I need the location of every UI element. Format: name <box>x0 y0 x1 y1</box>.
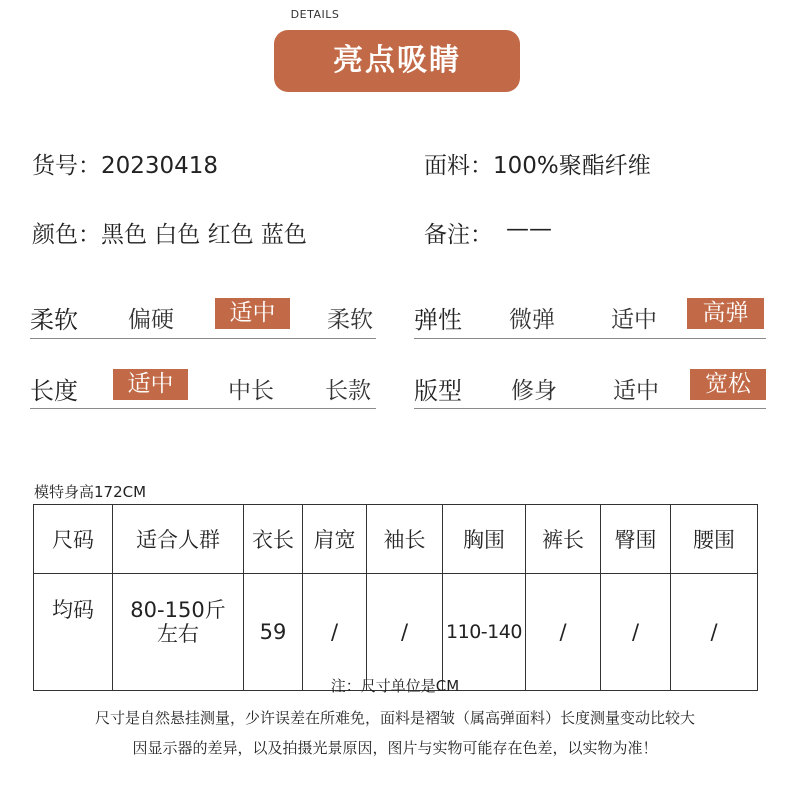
softness-divider <box>30 338 376 339</box>
cell-pants-length: / <box>526 574 601 691</box>
table-row <box>34 574 758 691</box>
cell-hip: / <box>601 574 671 691</box>
softness-label: 柔软 <box>30 306 78 334</box>
color-info: 颜色：黑色 白色 红色 蓝色 <box>32 222 307 248</box>
length-divider <box>30 408 376 409</box>
header-pants-length: 裤长 <box>526 505 601 574</box>
elasticity-option-high-selected: 高弹 <box>687 298 764 329</box>
highlight-banner: 亮点吸睛 <box>274 30 520 92</box>
length-option-long: 长款 <box>325 378 371 404</box>
length-option-medium-selected: 适中 <box>113 369 188 400</box>
elasticity-option-medium: 适中 <box>611 307 657 333</box>
length-label: 长度 <box>30 377 78 405</box>
elasticity-divider <box>414 338 766 339</box>
header-suitable-people: 适合人群 <box>113 505 244 574</box>
header-size: 尺码 <box>34 505 113 574</box>
cell-suitable-people: 80-150斤 左右 <box>113 574 244 691</box>
softness-option-soft: 柔软 <box>327 307 373 333</box>
model-height-note: 模特身高172CM <box>34 483 147 501</box>
header-shoulder: 肩宽 <box>303 505 367 574</box>
fit-option-loose-selected: 宽松 <box>690 369 766 400</box>
cell-sleeve: / <box>367 574 443 691</box>
cell-size: 均码 <box>34 574 113 691</box>
softness-option-medium-selected: 适中 <box>215 298 290 329</box>
header-waist: 腰围 <box>671 505 758 574</box>
header-length: 衣长 <box>244 505 303 574</box>
header-bust: 胸围 <box>443 505 526 574</box>
color-difference-note: 因显示器的差异，以及拍摄光景原因，图片与实物可能存在色差，以实物为准！ <box>132 739 658 757</box>
fit-option-slim: 修身 <box>511 378 557 404</box>
length-option-mid-long: 中长 <box>228 378 274 404</box>
fabric-info: 面料：100%聚酯纤维 <box>424 153 651 179</box>
cell-length: 59 <box>244 574 303 691</box>
cell-shoulder: / <box>303 574 367 691</box>
size-table <box>33 504 758 691</box>
elasticity-option-slight: 微弹 <box>509 307 555 333</box>
elasticity-label: 弹性 <box>414 306 462 334</box>
details-label: DETAILS <box>290 8 340 21</box>
fit-divider <box>414 408 766 409</box>
measurement-note: 尺寸是自然悬挂测量，少许误差在所难免，面料是褶皱（属高弹面料）长度测量变动比较大 <box>94 709 695 727</box>
softness-option-hard: 偏硬 <box>128 307 174 333</box>
fit-option-medium: 适中 <box>613 378 659 404</box>
fit-label: 版型 <box>414 377 462 405</box>
header-hip: 臀围 <box>601 505 671 574</box>
remark-label: 备注： <box>424 222 493 248</box>
header-sleeve: 袖长 <box>367 505 443 574</box>
size-table-header-row <box>34 505 758 574</box>
cell-bust: 110-140 <box>443 574 526 691</box>
cell-waist: / <box>671 574 758 691</box>
remark-value: —— <box>506 216 552 242</box>
unit-note: 注：尺寸单位是CM <box>330 677 460 695</box>
item-number: 货号：20230418 <box>32 153 219 179</box>
